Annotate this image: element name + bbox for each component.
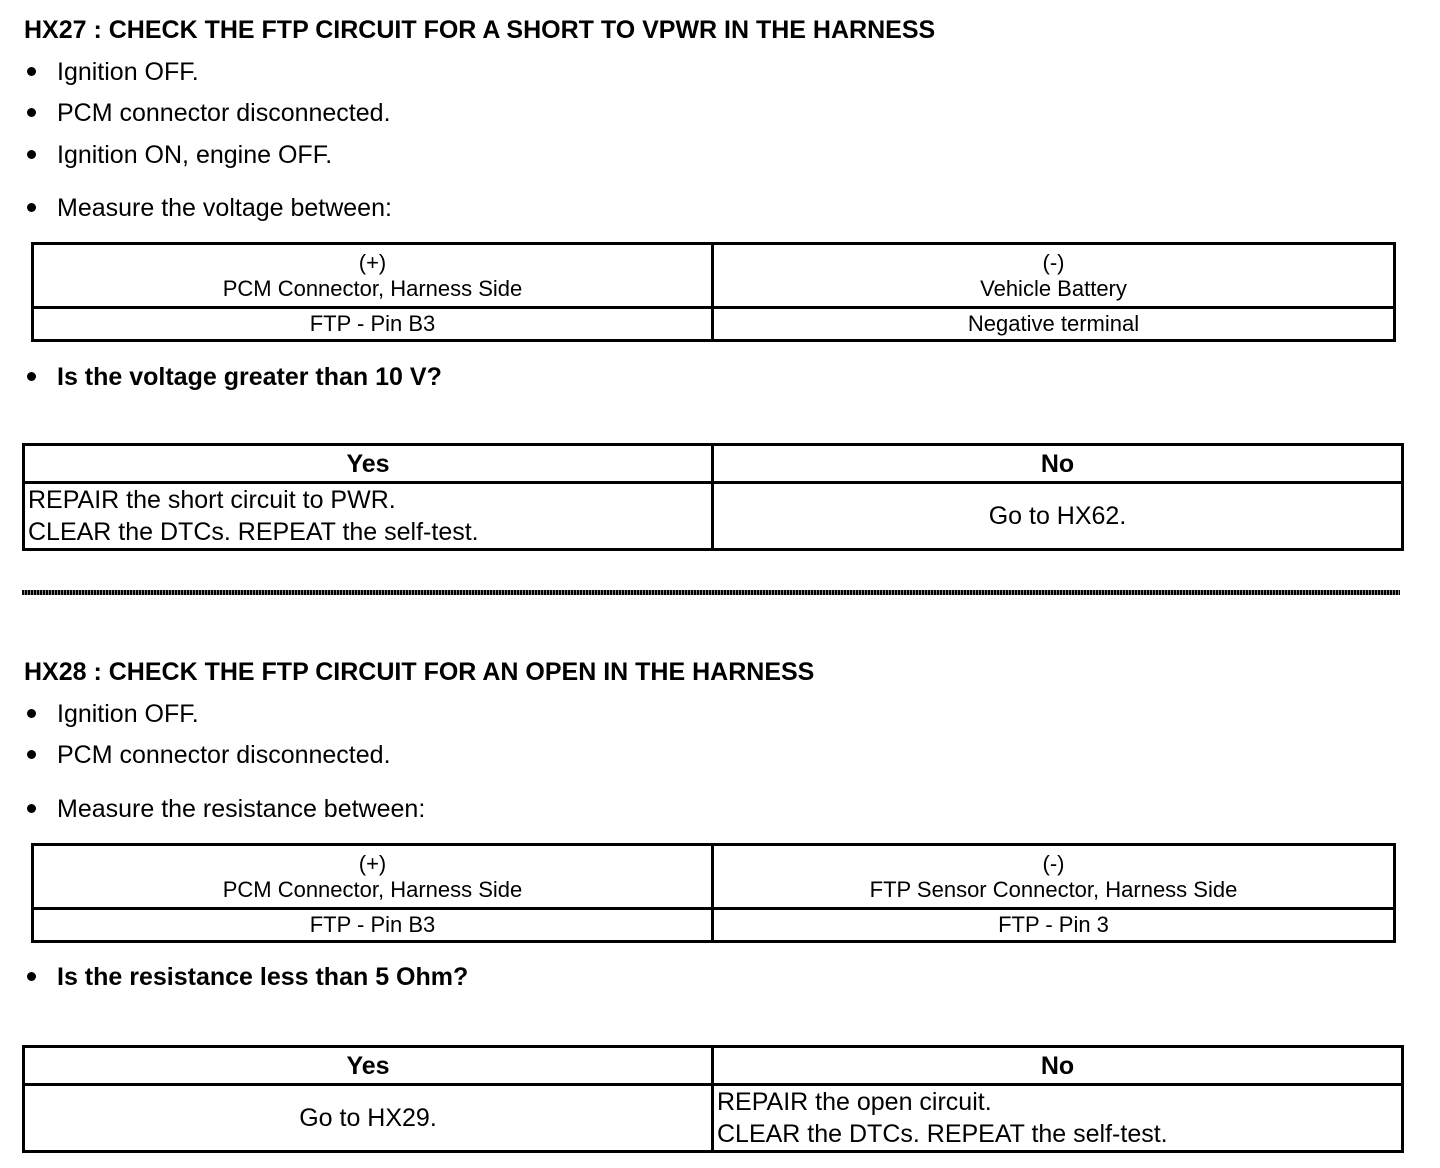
minus-value: Negative terminal — [713, 308, 1395, 341]
plus-value: FTP - Pin B3 — [33, 909, 713, 942]
yes-action-line: REPAIR the short circuit to PWR. — [28, 486, 396, 514]
bullet-item — [24, 699, 199, 729]
table-row — [33, 845, 1395, 909]
bullet-text: Ignition ON, engine OFF. — [57, 141, 333, 169]
plus-symbol: (+) — [358, 850, 387, 876]
measurement-table — [31, 843, 1396, 943]
measure-instruction — [24, 193, 392, 223]
table-header-row — [24, 1047, 1403, 1085]
bullet-item — [24, 740, 391, 770]
plus-header-cell — [33, 244, 713, 308]
result-table — [22, 443, 1404, 551]
section-title: HX28 : CHECK THE FTP CIRCUIT FOR AN OPEN IN THE HARNESS — [24, 658, 815, 686]
minus-value: FTP - Pin 3 — [713, 909, 1395, 942]
minus-symbol: (-) — [1042, 850, 1065, 876]
table-row — [33, 909, 1395, 942]
table-row — [33, 308, 1395, 341]
table-row — [33, 244, 1395, 308]
bullet-text: PCM connector disconnected. — [57, 741, 391, 769]
table-row — [24, 1085, 1403, 1152]
plus-value: FTP - Pin B3 — [33, 308, 713, 341]
bullet-item — [24, 98, 391, 128]
question-text: Is the resistance less than 5 Ohm? — [57, 963, 469, 991]
yes-header: Yes — [24, 1047, 713, 1085]
plus-header-cell — [33, 845, 713, 909]
bullet-icon — [27, 804, 36, 813]
measure-label: Measure the voltage between: — [57, 194, 392, 222]
bullet-icon — [27, 972, 36, 981]
bullet-text: Ignition OFF. — [57, 58, 199, 86]
bullet-text: Ignition OFF. — [57, 700, 199, 728]
table-header-row — [24, 445, 1403, 483]
section-title: HX27 : CHECK THE FTP CIRCUIT FOR A SHORT TO VPWR IN THE HARNESS — [24, 16, 936, 44]
minus-header: Vehicle Battery — [980, 275, 1127, 301]
measure-instruction — [24, 794, 425, 824]
table-row — [24, 483, 1403, 550]
no-action-line: REPAIR the open circuit. — [717, 1088, 992, 1116]
minus-symbol: (-) — [1042, 249, 1065, 275]
question — [24, 362, 442, 392]
section-divider — [22, 590, 1400, 595]
yes-action-cell — [24, 483, 713, 550]
measurement-table — [31, 242, 1396, 342]
no-action: Go to HX62. — [713, 483, 1403, 550]
plus-symbol: (+) — [358, 249, 387, 275]
bullet-icon — [27, 372, 36, 381]
no-action-line: CLEAR the DTCs. REPEAT the self-test. — [717, 1120, 1168, 1148]
plus-header: PCM Connector, Harness Side — [222, 275, 523, 301]
minus-header-cell — [713, 244, 1395, 308]
bullet-icon — [27, 108, 36, 117]
no-action-cell — [713, 1085, 1403, 1152]
bullet-icon — [27, 150, 36, 159]
minus-header-cell — [713, 845, 1395, 909]
bullet-icon — [27, 709, 36, 718]
no-header: No — [713, 1047, 1403, 1085]
question-text: Is the voltage greater than 10 V? — [57, 363, 442, 391]
bullet-icon — [27, 67, 36, 76]
measure-label: Measure the resistance between: — [57, 795, 426, 823]
minus-header: FTP Sensor Connector, Harness Side — [869, 876, 1238, 902]
bullet-icon — [27, 750, 36, 759]
bullet-icon — [27, 203, 36, 212]
bullet-text: PCM connector disconnected. — [57, 99, 391, 127]
yes-action-line: CLEAR the DTCs. REPEAT the self-test. — [28, 518, 479, 546]
yes-action: Go to HX29. — [24, 1085, 713, 1152]
no-header: No — [713, 445, 1403, 483]
bullet-item — [24, 140, 332, 170]
plus-header: PCM Connector, Harness Side — [222, 876, 523, 902]
bullet-item — [24, 57, 199, 87]
question — [24, 962, 468, 992]
result-table — [22, 1045, 1404, 1153]
yes-header: Yes — [24, 445, 713, 483]
